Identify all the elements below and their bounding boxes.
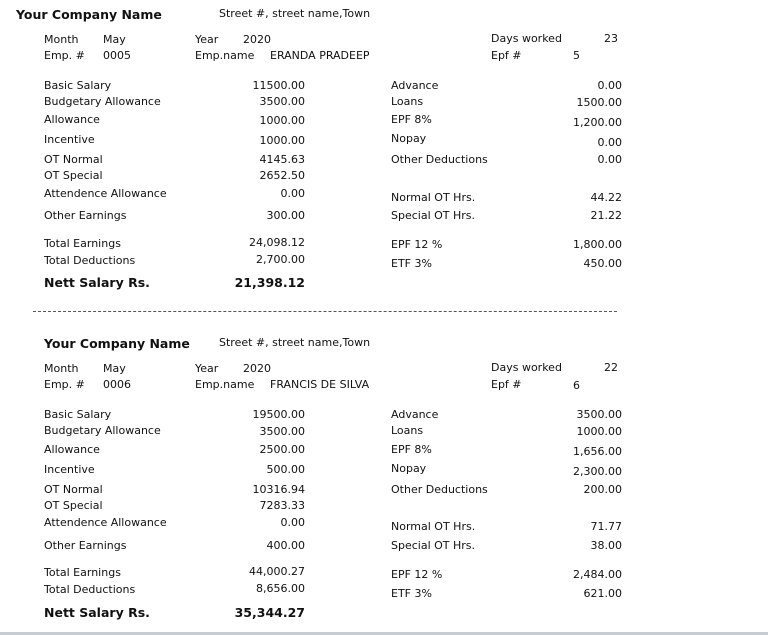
earning-value: 19500.00	[252, 408, 305, 421]
deduction-value: 1,200.00	[573, 116, 622, 129]
nett-salary-label: Nett Salary Rs.	[44, 605, 150, 620]
deduction-label: Advance	[391, 408, 439, 421]
earning-label: Other Earnings	[44, 209, 127, 222]
month-label: Month	[44, 33, 79, 46]
emp-name-label: Emp.name	[195, 49, 255, 62]
total-earnings-label: Total Earnings	[44, 566, 121, 579]
payslip-1	[0, 0, 768, 300]
deduction-value: 0.00	[597, 153, 622, 166]
slip-separator	[33, 311, 617, 312]
year-label: Year	[195, 362, 219, 375]
employer-contribution-value: 450.00	[583, 257, 622, 270]
emp-no-value: 0006	[103, 378, 131, 391]
days-worked-label: Days worked	[491, 361, 562, 374]
emp-name-value: FRANCIS DE SILVA	[270, 378, 370, 391]
total-deductions-label: Total Deductions	[44, 254, 136, 267]
deduction-value: 3500.00	[576, 408, 622, 421]
year-value: 2020	[243, 362, 271, 375]
earning-value: 11500.00	[252, 79, 305, 92]
total-earnings-label: Total Earnings	[44, 237, 121, 250]
earning-value: 2652.50	[259, 169, 305, 182]
earning-label: Basic Salary	[44, 408, 112, 421]
earning-label: Allowance	[44, 113, 100, 126]
year-label: Year	[195, 33, 219, 46]
emp-no-value: 0005	[103, 49, 131, 62]
days-worked-value: 23	[604, 32, 618, 45]
earning-label: OT Special	[44, 169, 103, 182]
month-label: Month	[44, 362, 79, 375]
deduction-label: Other Deductions	[391, 153, 488, 166]
earning-value: 10316.94	[252, 483, 305, 496]
employer-contribution-label: EPF 12 %	[391, 568, 443, 581]
year-value: 2020	[243, 33, 271, 46]
deduction-label: EPF 8%	[391, 113, 432, 126]
days-worked-label: Days worked	[491, 32, 562, 45]
ot-hours-label: Normal OT Hrs.	[391, 191, 476, 204]
earning-value: 500.00	[266, 463, 305, 476]
earning-value: 7283.33	[259, 499, 305, 512]
emp-no-label: Emp. #	[44, 49, 85, 62]
company-address: Street #, street name,Town	[219, 336, 371, 349]
earning-label: Allowance	[44, 443, 100, 456]
nett-salary-value: 21,398.12	[234, 275, 305, 290]
deduction-label: Advance	[391, 79, 439, 92]
ot-hours-label: Normal OT Hrs.	[391, 520, 476, 533]
earning-label: OT Normal	[44, 153, 103, 166]
emp-name-label: Emp.name	[195, 378, 255, 391]
earning-value: 1000.00	[259, 134, 305, 147]
employer-contribution-value: 621.00	[583, 587, 622, 600]
total-earnings-value: 44,000.27	[249, 565, 305, 578]
deduction-value: 1,656.00	[573, 445, 622, 458]
earning-value: 3500.00	[259, 425, 305, 438]
epf-no-value: 6	[573, 379, 580, 392]
epf-no-label: Epf #	[491, 378, 522, 391]
deduction-label: Nopay	[391, 462, 427, 475]
company-name: Your Company Name	[44, 336, 190, 351]
epf-no-label: Epf #	[491, 49, 522, 62]
deduction-label: Loans	[391, 95, 424, 108]
month-value: May	[103, 33, 126, 46]
employer-contribution-value: 2,484.00	[573, 568, 622, 581]
total-deductions-label: Total Deductions	[44, 583, 136, 596]
deduction-label: Loans	[391, 424, 424, 437]
company-address: Street #, street name,Town	[219, 7, 371, 20]
emp-no-label: Emp. #	[44, 378, 85, 391]
earning-label: Budgetary Allowance	[44, 95, 161, 108]
total-deductions-value: 8,656.00	[256, 582, 305, 595]
nett-salary-label: Nett Salary Rs.	[44, 275, 150, 290]
ot-hours-label: Special OT Hrs.	[391, 209, 476, 222]
earning-label: Attendence Allowance	[44, 516, 167, 529]
earning-label: Other Earnings	[44, 539, 127, 552]
employer-contribution-label: ETF 3%	[391, 257, 432, 270]
deduction-value: 1000.00	[576, 425, 622, 438]
ot-hours-value: 38.00	[590, 539, 622, 552]
company-name: Your Company Name	[16, 7, 162, 22]
deduction-value: 0.00	[597, 79, 622, 92]
earning-label: OT Normal	[44, 483, 103, 496]
epf-no-value: 5	[573, 49, 580, 62]
earning-value: 2500.00	[259, 443, 305, 456]
nett-salary-value: 35,344.27	[234, 605, 305, 620]
earning-label: Budgetary Allowance	[44, 424, 161, 437]
deduction-value: 200.00	[583, 483, 622, 496]
deduction-value: 0.00	[597, 136, 622, 149]
deduction-label: EPF 8%	[391, 443, 432, 456]
month-value: May	[103, 362, 126, 375]
earning-value: 0.00	[280, 187, 305, 200]
emp-name-value: ERANDA PRADEEP	[270, 49, 370, 62]
earning-label: Incentive	[44, 463, 95, 476]
earning-value: 300.00	[266, 209, 305, 222]
earning-value: 3500.00	[259, 95, 305, 108]
earning-value: 4145.63	[259, 153, 305, 166]
employer-contribution-label: EPF 12 %	[391, 238, 443, 251]
deduction-label: Nopay	[391, 132, 427, 145]
earning-value: 400.00	[266, 539, 305, 552]
days-worked-value: 22	[604, 361, 618, 374]
payslip-2	[0, 329, 768, 629]
earning-value: 0.00	[280, 516, 305, 529]
earning-label: Attendence Allowance	[44, 187, 167, 200]
total-deductions-value: 2,700.00	[256, 253, 305, 266]
deduction-label: Other Deductions	[391, 483, 488, 496]
ot-hours-value: 21.22	[590, 209, 622, 222]
ot-hours-value: 44.22	[590, 191, 622, 204]
earning-label: Incentive	[44, 133, 95, 146]
deduction-value: 2,300.00	[573, 465, 622, 478]
earning-label: Basic Salary	[44, 79, 112, 92]
earning-value: 1000.00	[259, 114, 305, 127]
ot-hours-value: 71.77	[590, 520, 622, 533]
earning-label: OT Special	[44, 499, 103, 512]
deduction-value: 1500.00	[576, 96, 622, 109]
employer-contribution-value: 1,800.00	[573, 238, 622, 251]
ot-hours-label: Special OT Hrs.	[391, 539, 476, 552]
total-earnings-value: 24,098.12	[249, 236, 305, 249]
employer-contribution-label: ETF 3%	[391, 587, 432, 600]
